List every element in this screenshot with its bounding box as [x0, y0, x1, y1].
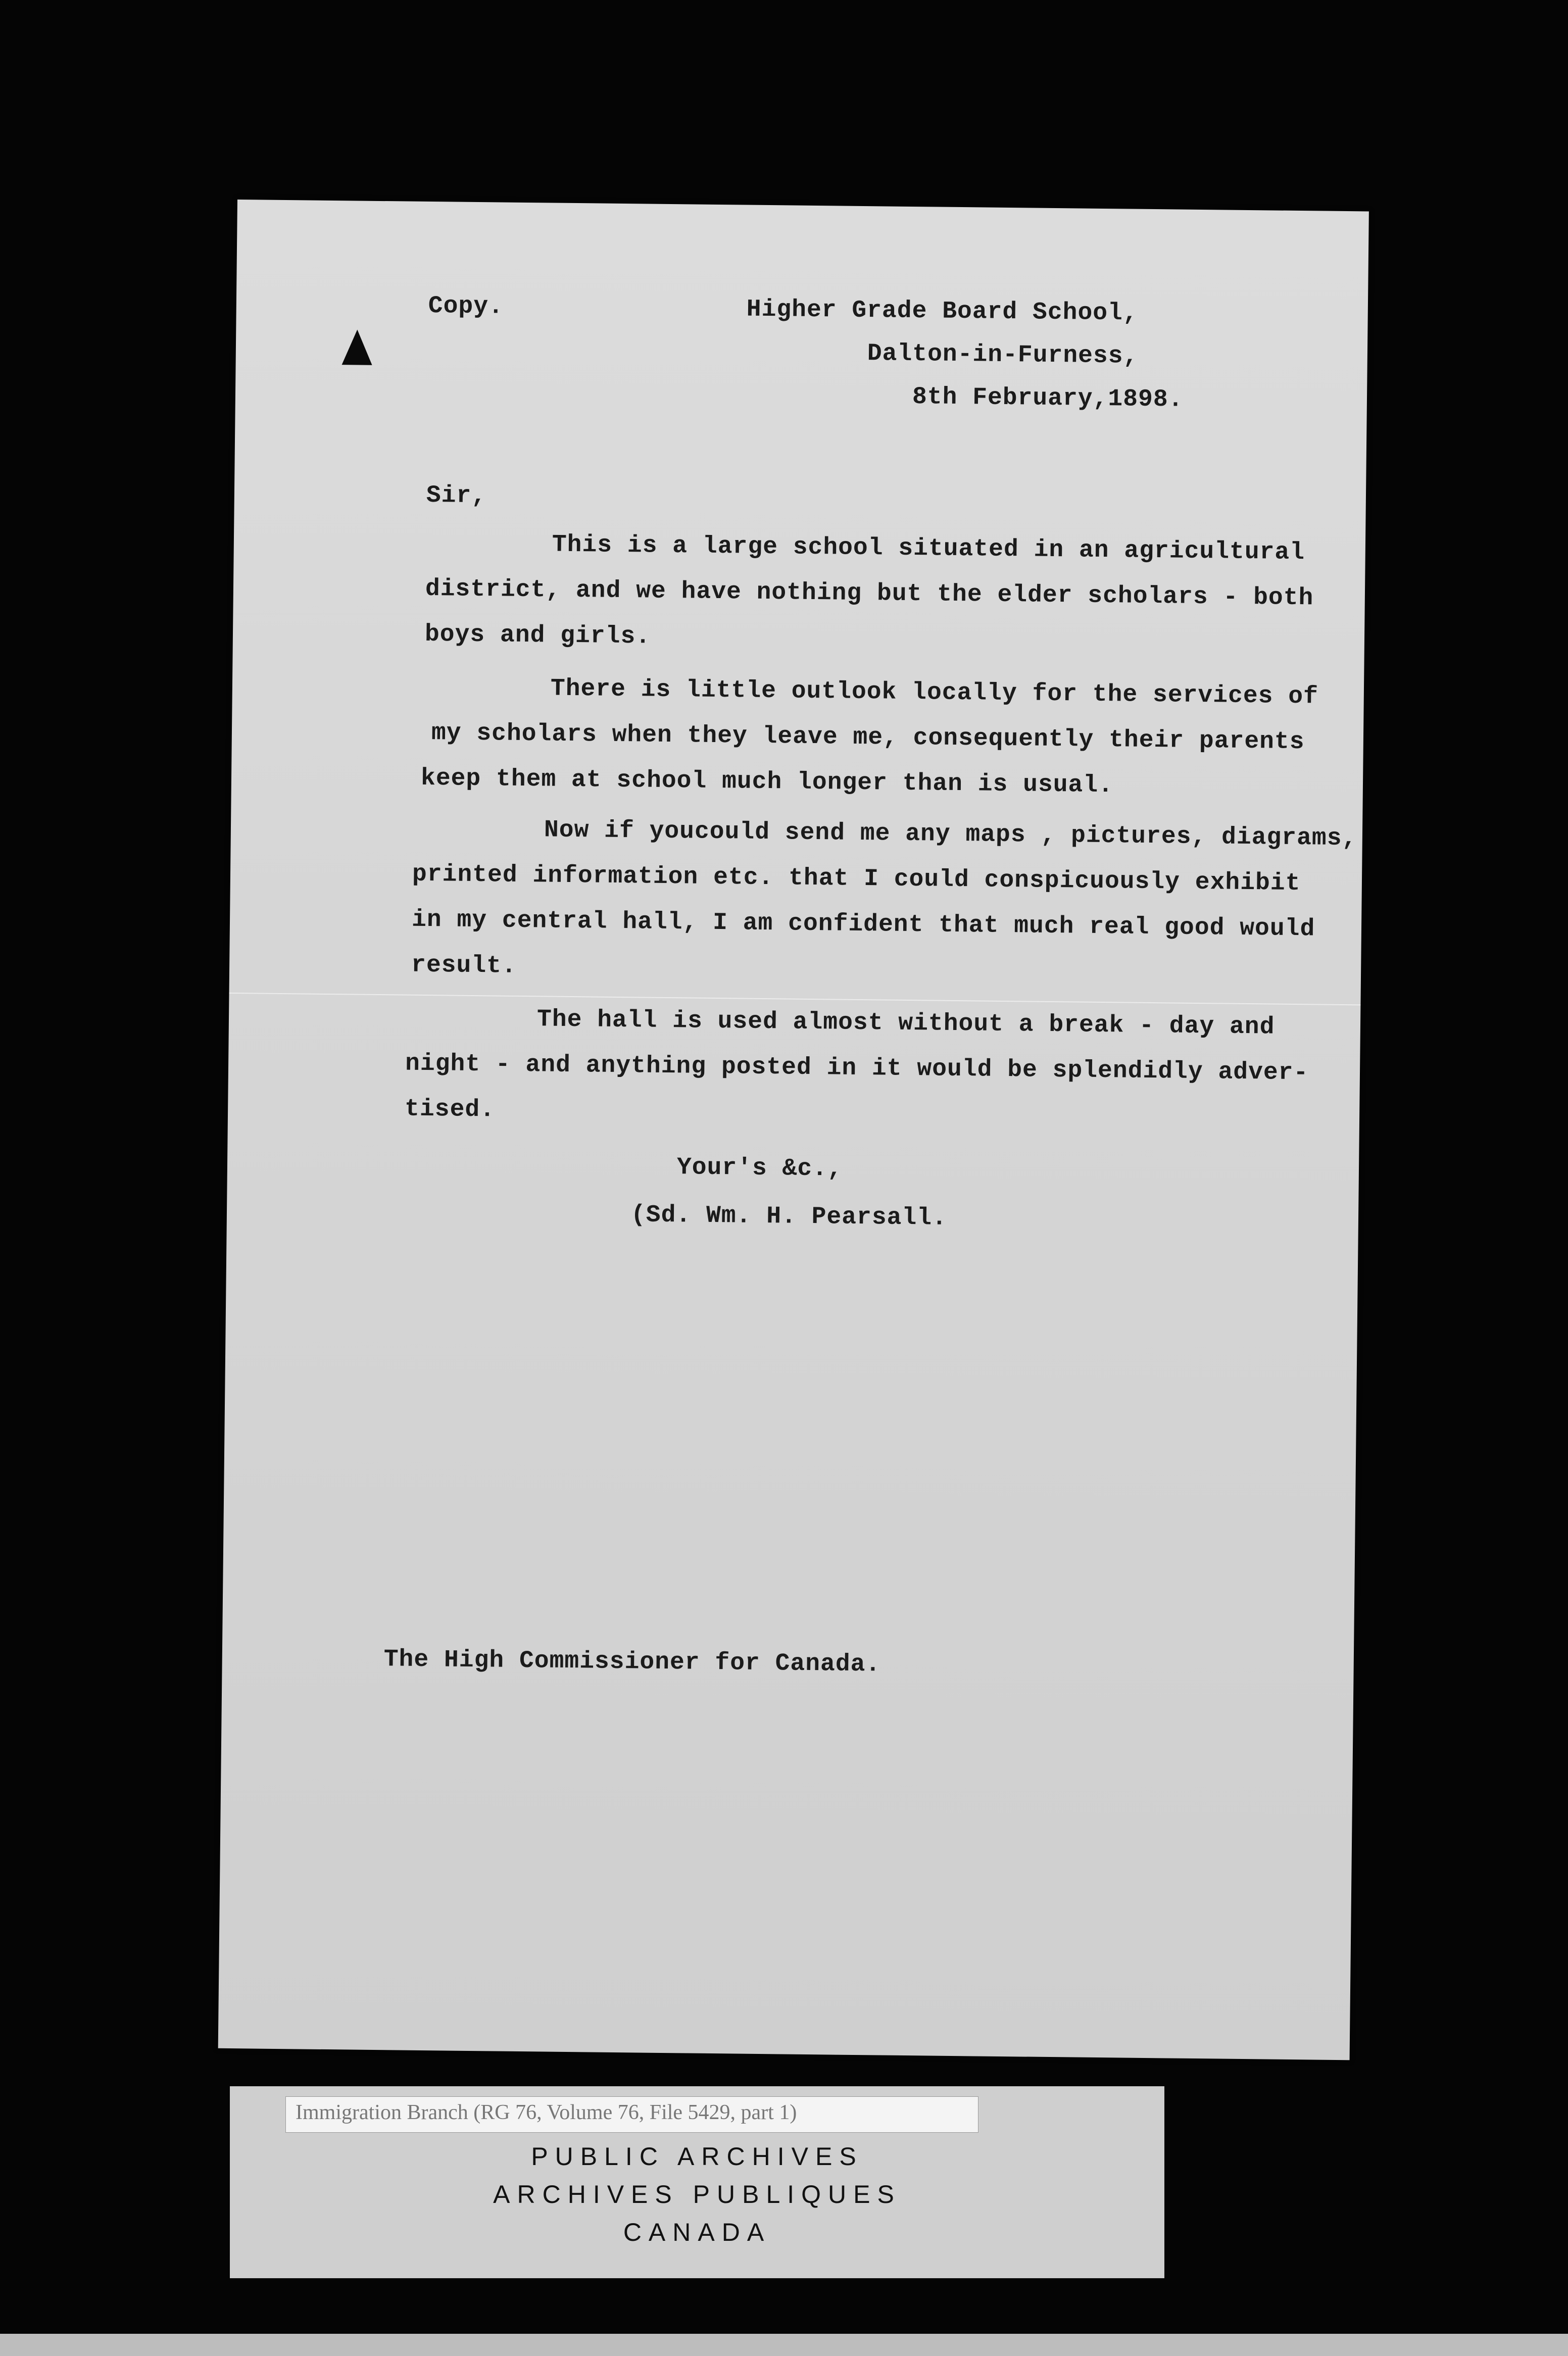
body-line: keep them at school much longer than is usual. [420, 764, 1114, 800]
ink-mark [342, 329, 373, 365]
body-line: The hall is used almost without a break - day and [536, 1006, 1275, 1041]
body-line: night - and anything posted in it would be splendidly adver- [405, 1050, 1309, 1087]
letter-date: 8th February,1898. [912, 383, 1184, 414]
address-line-2: Dalton-in-Furness, [867, 340, 1139, 370]
copy-mark: Copy. [428, 292, 504, 321]
closing: Your's &c., [676, 1154, 843, 1183]
body-line: This is a large school situated in an agricultural [552, 531, 1305, 567]
archive-name-fr: ARCHIVES PUBLIQUES [493, 2180, 901, 2208]
letter-page [218, 200, 1369, 2060]
body-line: my scholars when they leave me, consequently their parents [431, 719, 1305, 756]
archive-country: CANADA [623, 2218, 771, 2246]
salutation: Sir, [426, 481, 487, 510]
body-line: in my central hall, I am confident that much real good would [411, 906, 1315, 943]
address-line-1: Higher Grade Board School, [746, 296, 1138, 327]
body-line: district, and we have nothing but the elder scholars - both [425, 575, 1314, 612]
body-line: There is little outlook locally for the services of [550, 675, 1319, 711]
archive-label [230, 2086, 1164, 2278]
signature: (Sd. Wm. H. Pearsall. [630, 1201, 948, 1232]
archive-name-en: PUBLIC ARCHIVES [531, 2142, 863, 2171]
film-edge [0, 2334, 1568, 2356]
body-line: Now if youcould send me any maps , pictures, diagrams, [544, 816, 1357, 853]
body-line: boys and girls. [424, 620, 651, 651]
archive-reference: Immigration Branch (RG 76, Volume 76, File 5429, part 1) [296, 2101, 797, 2124]
body-line: result. [411, 951, 517, 980]
addressee: The High Commissioner for Canada. [383, 1646, 881, 1679]
body-line: tised. [404, 1095, 496, 1124]
body-line: printed information etc. that I could conspicuously exhibit [412, 860, 1301, 898]
